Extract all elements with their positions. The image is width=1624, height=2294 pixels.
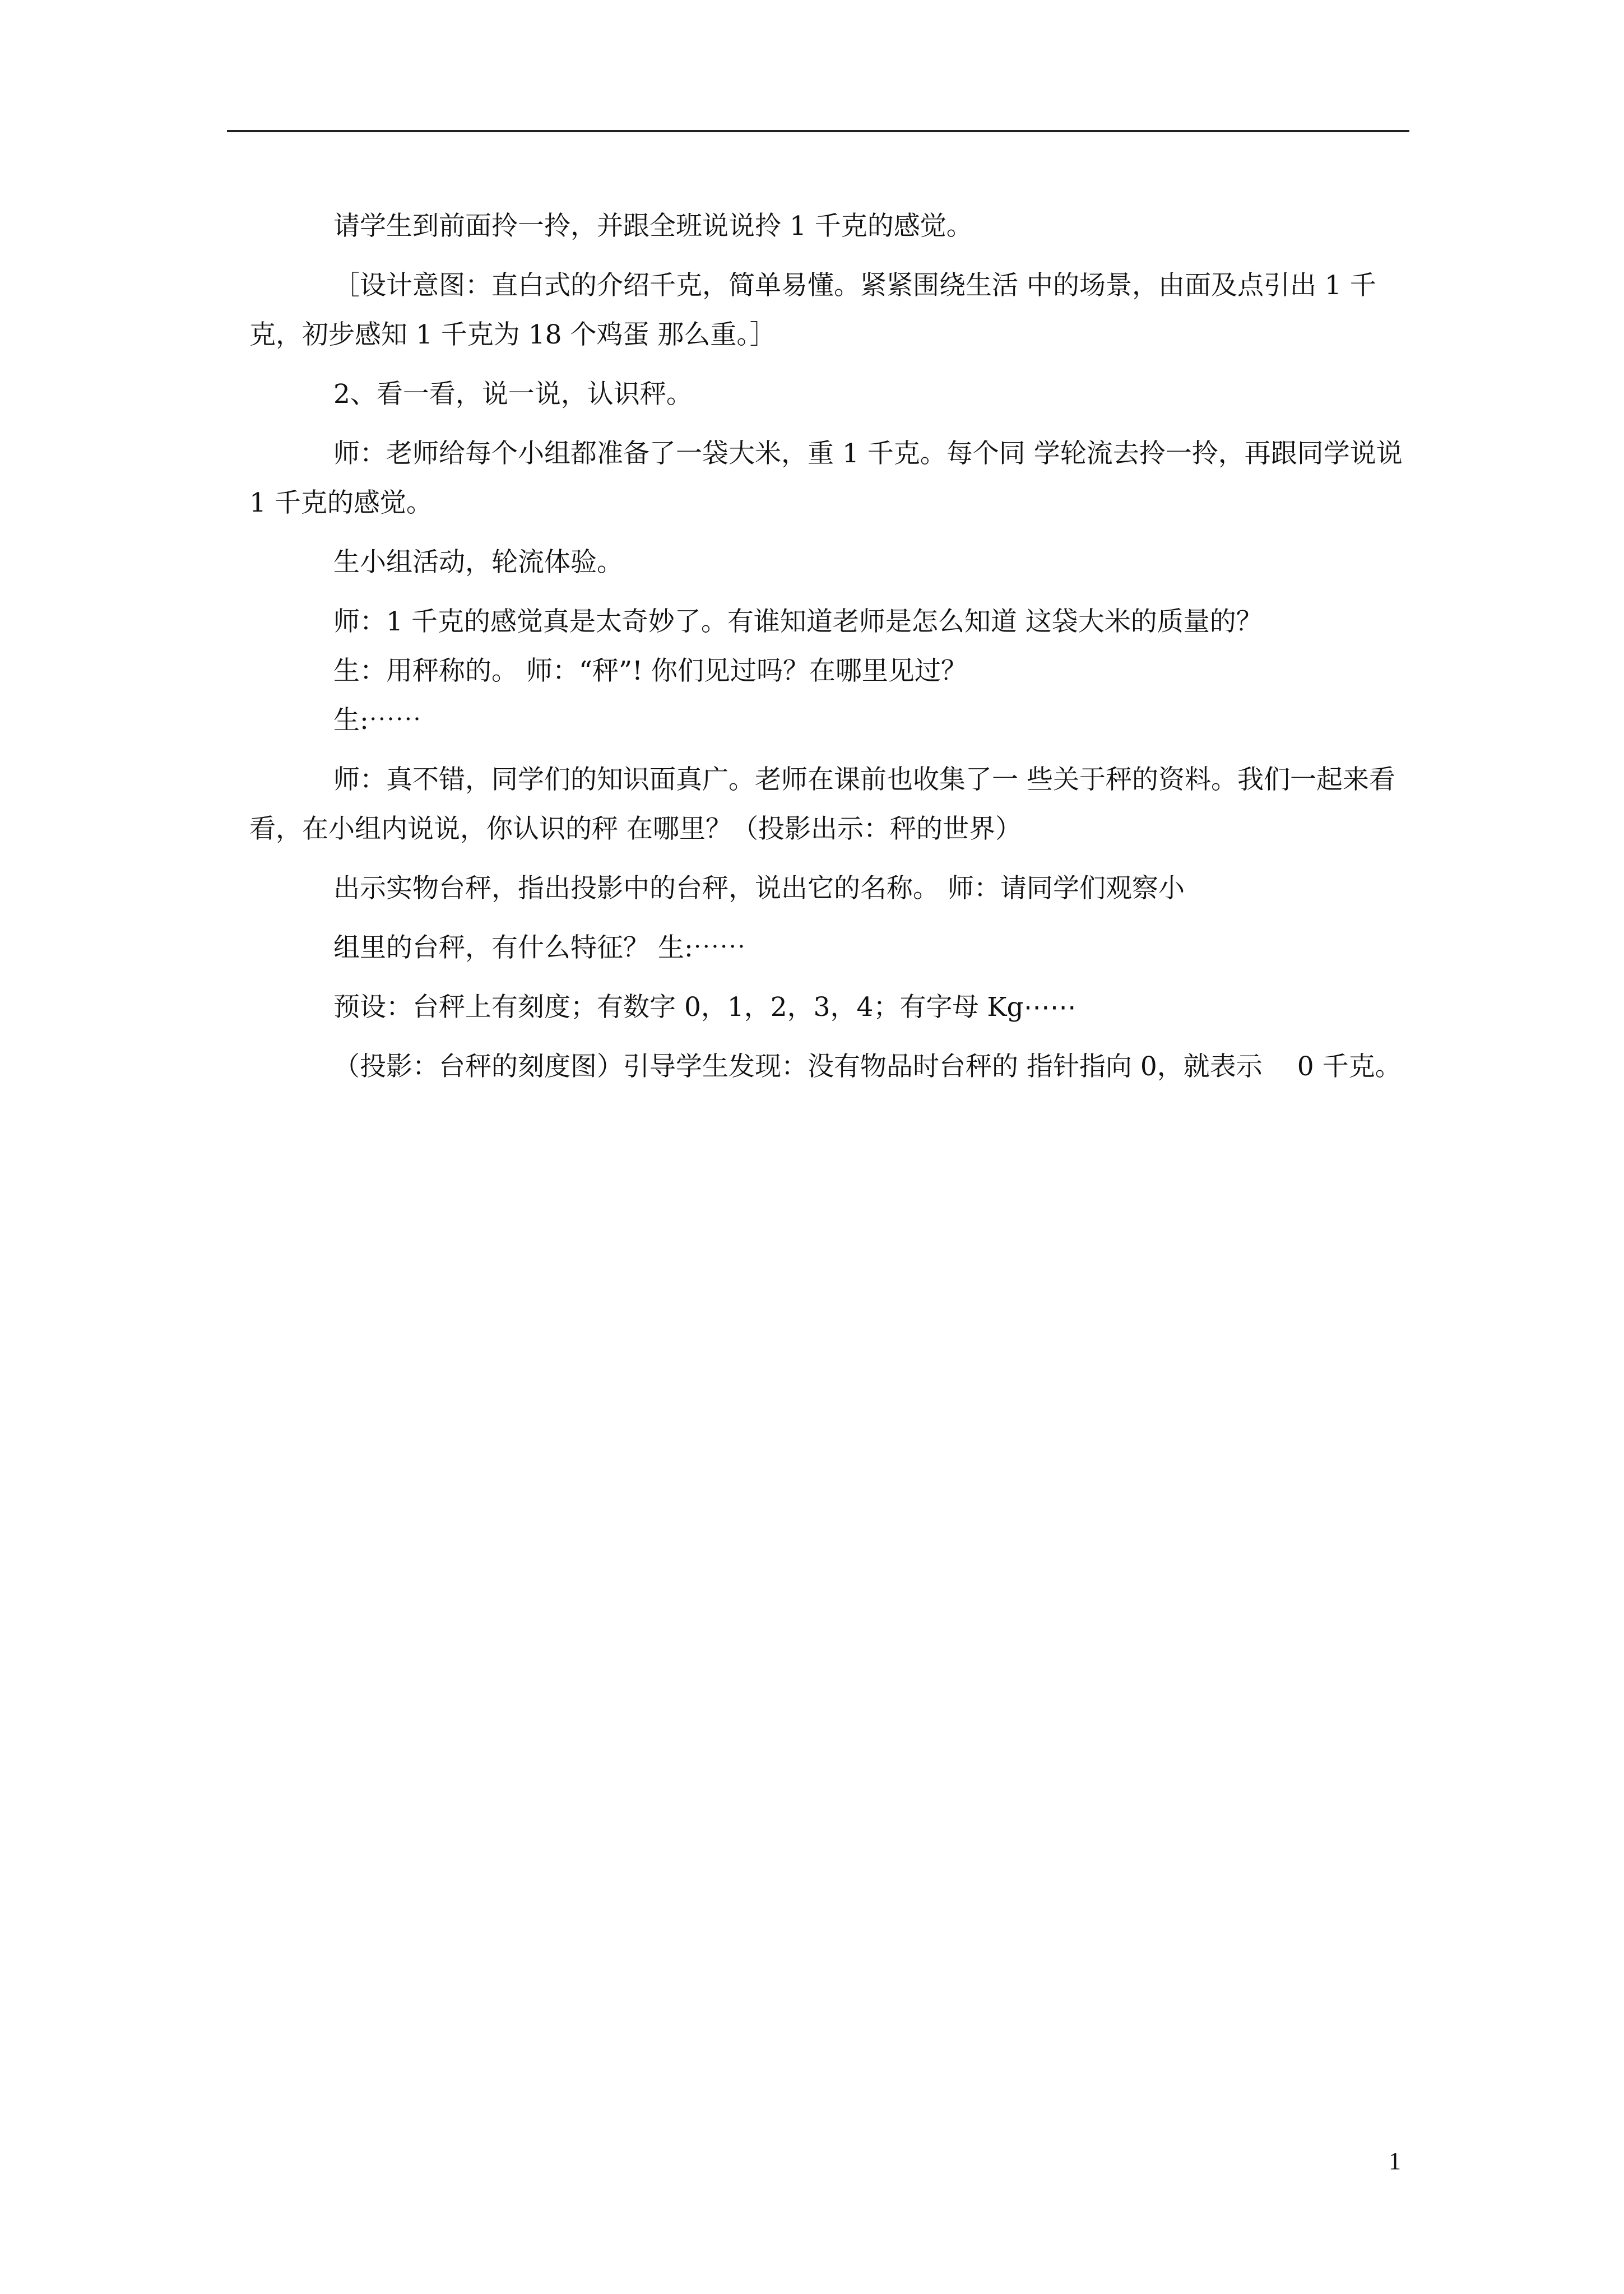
paragraph-student-answer: 生：用秤称的。 师：“秤”! 你们见过吗？在哪里见过？ — [333, 656, 967, 686]
paragraph-section-heading: 2、看一看，说一说，认识秤。 — [333, 379, 693, 410]
paragraph-design-intent: ［设计意图：直白式的介绍千克，简单易懂。紧紧围绕生活 中的场景，由面及点引出 1 千克，初步感知 1 千克为 18 个鸡蛋 那么重。］ — [249, 270, 1376, 350]
paragraph-student-ellipsis: 生:⋯⋯ — [333, 705, 421, 736]
paragraph-show-scale: 出示实物台秤，指出投影中的台秤，说出它的名称。 师：请同学们观察小 — [333, 873, 1185, 904]
paragraph-teacher-rice: 师：老师给每个小组都准备了一袋大米，重 1 千克。每个同 学轮流去拎一拎，再跟同学说说 1 千克的感觉。 — [249, 438, 1411, 518]
paragraph-scale-features: 组里的台秤，有什么特征？ 生:⋯⋯ — [333, 932, 746, 963]
paragraph-projection: （投影：台秤的刻度图）引导学生发现：没有物品时台秤的 指针指向 0，就表示 0 千克。 — [333, 1051, 1402, 1082]
body-text — [249, 202, 1411, 1102]
header-rule — [227, 130, 1409, 132]
paragraph-teacher-materials: 师：真不错，同学们的知识面真广。老师在课前也收集了一 些关于秤的资料。我们一起来看看，在小组内说说，你认识的秤 在哪里？（投影出示：秤的世界） — [249, 764, 1395, 844]
paragraph-preset: 预设：台秤上有刻度；有数字 0，1，2，3，4；有字母 Kg⋯⋯ — [333, 992, 1077, 1023]
paragraph-lift-instruction: 请学生到前面拎一拎，并跟全班说说拎 1 千克的感觉。 — [333, 211, 973, 242]
page-number: 1 — [1389, 2147, 1401, 2175]
paragraph-teacher-question: 师：1 千克的感觉真是太奇妙了。有谁知道老师是怎么知道 这袋大米的质量的？ — [333, 606, 1263, 637]
paragraph-group-activity: 生小组活动，轮流体验。 — [333, 547, 623, 578]
